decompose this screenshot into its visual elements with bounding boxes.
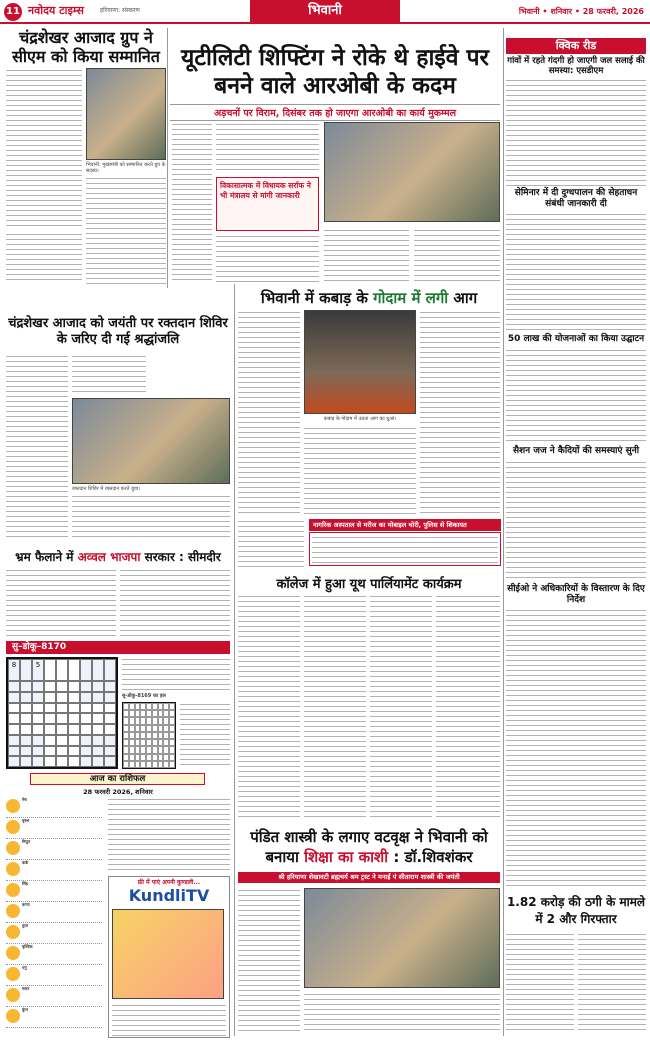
horoscope-date: 28 फरवरी 2026, शनिवार bbox=[83, 788, 153, 796]
sudoku-cell bbox=[80, 703, 92, 714]
sudoku-cell bbox=[104, 713, 116, 724]
story-body bbox=[506, 348, 646, 442]
quick-read-headline: गांवों में रहते गंदगी हो जाएगी जल सलाई की समस्या: एसडीएम bbox=[507, 56, 645, 76]
column-rule bbox=[167, 28, 168, 288]
sudoku-cell bbox=[20, 703, 32, 714]
sudoku-answer-cell bbox=[169, 717, 175, 724]
horoscope-text: वृषभ bbox=[22, 818, 30, 823]
sudoku-cell bbox=[104, 659, 116, 681]
sudoku-answer-title: सु-डोकू-8169 का हल bbox=[122, 693, 166, 699]
horoscope-item bbox=[6, 818, 102, 839]
sudoku-cell bbox=[104, 692, 116, 703]
story-body bbox=[506, 608, 646, 890]
sudoku-cell bbox=[80, 681, 92, 692]
story-body bbox=[172, 122, 212, 284]
sudoku-cell bbox=[32, 713, 44, 724]
kundli-ad[interactable] bbox=[108, 876, 230, 1038]
sudoku-cell bbox=[32, 692, 44, 703]
blood-donation-photo bbox=[72, 398, 230, 484]
sudoku-cell bbox=[68, 659, 80, 681]
story-body bbox=[414, 228, 500, 284]
story-body bbox=[6, 68, 82, 228]
zodiac-icon bbox=[6, 925, 20, 939]
story-body bbox=[420, 310, 500, 514]
sudoku-cell bbox=[44, 735, 56, 746]
story-body bbox=[86, 176, 166, 284]
headline-seminar: सेमिनार में दी दुग्धपालन की सेहताधन संबंधी जानकारी दी bbox=[514, 188, 638, 209]
masthead bbox=[0, 0, 650, 24]
sudoku-cell bbox=[56, 681, 68, 692]
sudoku-cell bbox=[32, 724, 44, 735]
story-body bbox=[6, 354, 68, 540]
sudoku-cell bbox=[56, 746, 68, 757]
sudoku-cell bbox=[104, 681, 116, 692]
headline-bjp: भ्रम फैलाने में अव्वल भाजपा सरकार : सीमदीर bbox=[15, 550, 221, 564]
horoscope-text: मकर bbox=[22, 986, 30, 991]
dateline: भिवानी • शनिवार • 28 फरवरी, 2026 bbox=[518, 7, 644, 16]
sudoku-answer-cell bbox=[169, 732, 175, 739]
sudoku-cell bbox=[44, 681, 56, 692]
photo-caption: कबाड़ के गोदाम में उठता आग का धुआं। bbox=[323, 416, 397, 422]
sudoku-cell bbox=[104, 756, 116, 767]
story-body bbox=[216, 234, 319, 284]
sudoku-cell bbox=[104, 703, 116, 714]
horoscope-title: आज का राशिफल bbox=[30, 773, 205, 785]
sudoku-cell bbox=[68, 746, 80, 757]
zodiac-icon bbox=[6, 841, 20, 855]
page-number: 11 bbox=[4, 3, 22, 21]
sudoku-cell bbox=[32, 703, 44, 714]
event-photo bbox=[304, 888, 500, 988]
column-rule bbox=[503, 28, 504, 1036]
sudoku-cell bbox=[20, 692, 32, 703]
horoscope-text: मिथुन bbox=[22, 839, 31, 844]
ad-image bbox=[112, 909, 224, 999]
sudoku-cell bbox=[8, 735, 20, 746]
sudoku-cell bbox=[44, 692, 56, 703]
sudoku-cell bbox=[44, 659, 56, 681]
story-body bbox=[506, 932, 574, 1034]
headline-schemes: 50 लाख की योजनाओं का किया उद्घाटन bbox=[507, 334, 645, 344]
story-body bbox=[304, 594, 366, 818]
story-body bbox=[506, 78, 646, 186]
subheadline-shastri: श्री हरियाणा शेखावटी ब्रह्मचर्य श्रम ट्रस्ट ने मनाई पं सीताराम शास्त्री की जयंती bbox=[238, 872, 500, 883]
sudoku-cell bbox=[68, 724, 80, 735]
sudoku-cell bbox=[32, 756, 44, 767]
story-box bbox=[309, 532, 501, 566]
horoscope-text: तुला bbox=[22, 923, 29, 928]
sudoku-cell bbox=[92, 756, 104, 767]
sudoku-cell bbox=[92, 703, 104, 714]
story-body bbox=[238, 594, 300, 818]
sudoku-cell bbox=[44, 756, 56, 767]
sudoku-answer-cell bbox=[169, 754, 175, 761]
fire-photo bbox=[304, 310, 416, 414]
sudoku-cell bbox=[44, 724, 56, 735]
story-body bbox=[436, 594, 500, 818]
horoscope-item bbox=[6, 860, 102, 881]
horoscope-item bbox=[6, 923, 102, 944]
quick-read-label: क्विक रीड bbox=[506, 38, 646, 54]
story-body bbox=[216, 122, 319, 174]
photo-caption: भिवानी: मुख्यमंत्री को सम्मानित करते ग्रुप के सदस्य। bbox=[86, 162, 166, 174]
edition-label: हरियाणा: संस्करण bbox=[100, 7, 140, 14]
horoscope-text: मेष bbox=[22, 797, 27, 802]
story-body bbox=[120, 568, 230, 636]
sudoku-cell bbox=[20, 756, 32, 767]
brand-logo: नवोदय टाइम्स bbox=[28, 4, 84, 17]
sudoku-cell: 5 bbox=[32, 659, 44, 681]
sudoku-cell bbox=[92, 692, 104, 703]
sudoku-cell bbox=[92, 735, 104, 746]
zodiac-icon bbox=[6, 988, 20, 1002]
headline-youth-parliament: कॉलेज में हुआ यूथ पार्लियामेंट कार्यक्रम bbox=[276, 577, 462, 592]
horoscope-text: सिंह bbox=[22, 881, 28, 886]
sudoku-cell bbox=[92, 746, 104, 757]
zodiac-icon bbox=[6, 904, 20, 918]
story-body bbox=[72, 494, 230, 540]
sudoku-instructions bbox=[122, 657, 230, 691]
sudoku-cell bbox=[20, 681, 32, 692]
horoscope-text: कन्या bbox=[22, 902, 30, 907]
sudoku-cell bbox=[20, 724, 32, 735]
headline-fire: भिवानी में कबाड़ के गोदाम में लगी आग bbox=[260, 289, 478, 307]
zodiac-icon bbox=[6, 799, 20, 813]
story-body bbox=[6, 232, 82, 284]
sudoku-answer-cell bbox=[169, 739, 175, 746]
sudoku-cell bbox=[20, 713, 32, 724]
horoscope-item bbox=[6, 881, 102, 902]
sudoku-cell bbox=[92, 724, 104, 735]
sudoku-cell bbox=[68, 692, 80, 703]
story-body bbox=[6, 568, 116, 636]
headline-mobile-theft: नागरिक अस्पताल से मरीज का मोबाइल चोरी, पुलिस से शिकायत bbox=[309, 519, 501, 531]
sudoku-cell bbox=[92, 681, 104, 692]
horoscope-item bbox=[6, 797, 102, 818]
sudoku-cell bbox=[32, 681, 44, 692]
sudoku-cell: 8 bbox=[8, 659, 20, 681]
sudoku-cell bbox=[68, 735, 80, 746]
sudoku-cell bbox=[8, 756, 20, 767]
sudoku-cell bbox=[32, 746, 44, 757]
sudoku-cell bbox=[68, 713, 80, 724]
meeting-photo bbox=[324, 122, 500, 222]
sudoku-cell bbox=[8, 692, 20, 703]
sudoku-cell bbox=[56, 724, 68, 735]
sudoku-cell bbox=[80, 659, 92, 681]
sudoku-answer-grid bbox=[122, 702, 176, 769]
horoscope-text: कुंभ bbox=[22, 1007, 28, 1012]
sudoku-cell bbox=[8, 681, 20, 692]
story-body bbox=[578, 932, 646, 1034]
sudoku-answer-cell bbox=[169, 746, 175, 753]
sudoku-cell bbox=[44, 746, 56, 757]
story-body bbox=[324, 228, 409, 284]
story-body bbox=[304, 426, 416, 514]
sudoku-cell bbox=[32, 735, 44, 746]
horoscope-item bbox=[6, 944, 102, 965]
section-title: भिवानी bbox=[250, 0, 400, 22]
kicker-box bbox=[216, 177, 319, 231]
sudoku-cell bbox=[104, 735, 116, 746]
ad-tagline: फ्री में पाएं अपनी कुण्डली... bbox=[137, 879, 201, 886]
sudoku-cell bbox=[44, 713, 56, 724]
zodiac-icon bbox=[6, 1009, 20, 1023]
sudoku-cell bbox=[56, 703, 68, 714]
sudoku-answer-cell bbox=[169, 725, 175, 732]
sudoku-cell bbox=[80, 735, 92, 746]
photo-caption: रक्तदान शिविर में रक्तदान करते युवा। bbox=[72, 486, 140, 492]
headline-blood-donation: चंद्रशेखर आजाद को जयंती पर रक्तदान शिविर के जरिए दी गई श्रद्धांजलि bbox=[8, 316, 228, 347]
sudoku-cell bbox=[8, 746, 20, 757]
sudoku-cell bbox=[92, 659, 104, 681]
sudoku-answer-cell bbox=[169, 761, 175, 768]
sudoku-cell bbox=[80, 746, 92, 757]
headline-fraud: 1.82 करोड़ की ठगी के मामले में 2 और गिरफ्तार bbox=[506, 895, 646, 926]
story-photo bbox=[86, 68, 166, 160]
sudoku-cell bbox=[104, 724, 116, 735]
zodiac-icon bbox=[6, 820, 20, 834]
zodiac-icon bbox=[6, 946, 20, 960]
column-rule bbox=[234, 284, 235, 1036]
horoscope-text: वृश्चिक bbox=[22, 944, 33, 949]
horoscope-item bbox=[6, 1007, 102, 1028]
sudoku-cell bbox=[20, 735, 32, 746]
story-body bbox=[238, 519, 304, 567]
sudoku-cell bbox=[56, 735, 68, 746]
sudoku-cell bbox=[8, 703, 20, 714]
sudoku-instructions bbox=[180, 702, 230, 769]
story-body bbox=[506, 212, 646, 330]
sudoku-cell bbox=[92, 713, 104, 724]
story-body bbox=[304, 992, 500, 1034]
zodiac-icon bbox=[6, 862, 20, 876]
sudoku-cell bbox=[8, 713, 20, 724]
sudoku-cell bbox=[56, 659, 68, 681]
horoscope-item bbox=[6, 986, 102, 1007]
sudoku-cell bbox=[80, 724, 92, 735]
main-subheadline: अड़चनों पर विराम, दिसंबर तक हो जाएगा आरओबी का कार्य मुकम्मल bbox=[170, 104, 500, 121]
horoscope-list bbox=[6, 797, 102, 1028]
headline-session-judge: सैशन जज ने कैदियों की समस्याएं सुनी bbox=[512, 446, 640, 456]
story-body bbox=[506, 460, 646, 582]
sudoku-cell bbox=[68, 756, 80, 767]
story-body bbox=[238, 310, 300, 514]
sudoku-cell bbox=[104, 746, 116, 757]
horoscope-item bbox=[6, 965, 102, 986]
sudoku-cell bbox=[44, 703, 56, 714]
story-body bbox=[72, 354, 146, 394]
ad-text bbox=[112, 1003, 226, 1037]
main-headline: यूटीलिटी शिफ्टिंग ने रोके थे हाईवे पर बनने वाले आरओबी के कदम bbox=[181, 45, 489, 99]
horoscope-text: धनु bbox=[22, 965, 27, 970]
sudoku-cell bbox=[56, 756, 68, 767]
sudoku-cell bbox=[80, 756, 92, 767]
sudoku-cell bbox=[68, 703, 80, 714]
sudoku-answer-cell bbox=[169, 703, 175, 710]
sudoku-grid bbox=[6, 657, 118, 769]
horoscope-item bbox=[6, 902, 102, 923]
sudoku-cell bbox=[20, 659, 32, 681]
zodiac-icon bbox=[6, 967, 20, 981]
sudoku-title: सु–डोकू–8170 bbox=[6, 641, 230, 654]
headline-ceo: सीईओ ने अधिकारियों के विस्तारण के दिए निर्देश bbox=[507, 584, 645, 605]
sudoku-answer-cell bbox=[169, 710, 175, 717]
horoscope-text: कर्क bbox=[22, 860, 29, 865]
sudoku-cell bbox=[80, 692, 92, 703]
sudoku-cell bbox=[80, 713, 92, 724]
horoscope-item bbox=[6, 839, 102, 860]
sudoku-cell bbox=[68, 681, 80, 692]
zodiac-icon bbox=[6, 883, 20, 897]
sudoku-cell bbox=[20, 746, 32, 757]
sudoku-cell bbox=[56, 692, 68, 703]
story-body bbox=[238, 888, 300, 1034]
sudoku-cell bbox=[8, 724, 20, 735]
headline-cm-honor: चंद्रशेखर आजाद ग्रुप ने सीएम को किया सम्मानित bbox=[12, 28, 160, 66]
horoscope-text bbox=[108, 797, 230, 873]
sudoku-cell bbox=[56, 713, 68, 724]
ad-brand: KundliTV bbox=[128, 886, 210, 905]
headline-shastri: पंडित शास्त्री के लगाए वटवृक्ष ने भिवानी को बनाया शिक्षा का काशी : डॉ.शिवशंकर bbox=[250, 828, 488, 866]
story-body bbox=[370, 594, 432, 818]
kicker-text: विकासात्मक में विधायक सर्राफ ने भी मंत्रालय से मांगी जानकारी bbox=[220, 181, 311, 200]
